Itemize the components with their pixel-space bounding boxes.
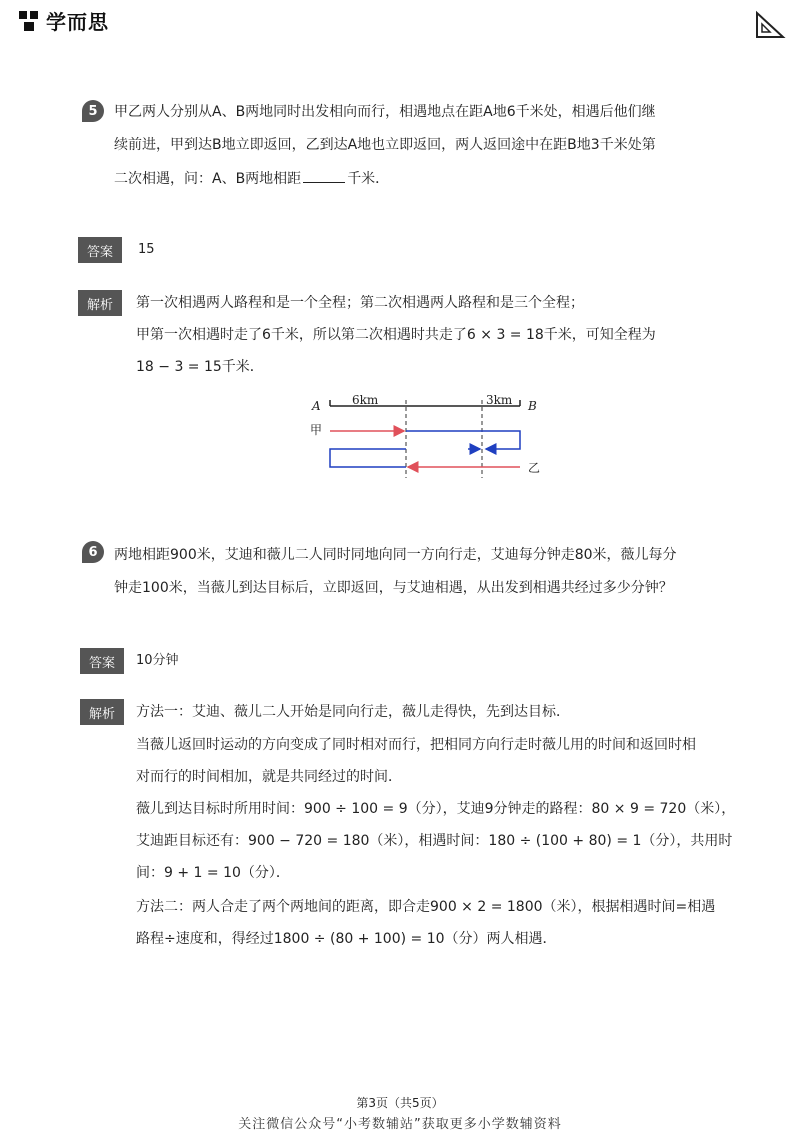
label-jia: 甲: [310, 423, 323, 437]
brand-logo: [18, 6, 109, 35]
triangle-ruler-icon: [754, 10, 786, 40]
q6-analysis-line-1: 方法一：艾迪、薇儿二人开始是同向行走，薇儿走得快，先到达目标．: [136, 704, 570, 720]
brand-mark-icon: [18, 9, 40, 33]
path-loop-left: [330, 449, 406, 467]
q6-analysis-line-4: 薇儿到达目标时所用时间：900 ÷ 100 = 9（分），艾迪9分钟走的路程：80 × 9 = 720（米），: [136, 801, 736, 817]
q5-line-3-suffix: 千米．: [347, 171, 390, 187]
question-number-6: 6: [82, 541, 104, 563]
q5-line-1: 甲乙两人分别从A、B两地同时出发相向而行，相遇地点在距A地6千米处，相遇后他们继: [114, 104, 656, 120]
q6-analysis-line-3: 对而行的时间相加，就是共同经过的时间．: [136, 769, 402, 785]
analysis-tag-q5: 解析: [78, 290, 122, 316]
q5-line-3-prefix: 二次相遇，问：A、B两地相距: [114, 171, 302, 187]
page-number: 第3页（共5页）: [356, 1096, 444, 1110]
answer-blank: [303, 168, 345, 183]
q5-line-2: 续前进，甲到达B地立即返回，乙到达A地也立即返回，两人返回途中在距B地3千米处第: [114, 137, 656, 153]
q6-analysis-line-6: 间：9 + 1 = 10（分）．: [136, 865, 290, 881]
question-number-5: 5: [82, 100, 104, 122]
q5-analysis-line-1: 第一次相遇两人路程和是一个全程；第二次相遇两人路程和是三个全程；: [136, 295, 584, 311]
label-b: B: [528, 399, 537, 413]
meeting-diagram: [300, 390, 560, 490]
label-6km: 6km: [352, 393, 379, 407]
brand-name: 学而思: [46, 10, 109, 34]
footer-note: 关注微信公众号“小考数辅站”获取更多小学数辅资料: [238, 1117, 562, 1132]
q6-line-2: 钟走100米，当薇儿到达目标后，立即返回，与艾迪相遇，从出发到相遇共经过多少分钟？: [114, 580, 673, 596]
label-a: A: [312, 399, 321, 413]
q6-line-1: 两地相距900米，艾迪和薇儿二人同时同地向同一方向行走，艾迪每分钟走80米，薇儿每分: [114, 547, 677, 563]
q5-analysis-line-3: 18 − 3 = 15千米．: [136, 359, 264, 375]
label-3km: 3km: [486, 393, 513, 407]
q6-analysis-line-5: 艾迪距目标还有：900 − 720 = 180（米），相遇时间：180 ÷ (100 + 80) = 1（分），共用时: [136, 833, 733, 849]
q6-answer: 10分钟: [136, 653, 179, 668]
path-loop-blue: [406, 431, 520, 449]
answer-tag-q5: 答案: [78, 237, 122, 263]
answer-tag-q6: 答案: [80, 648, 124, 674]
q5-line-3: [114, 168, 389, 189]
label-yi: 乙: [528, 461, 541, 475]
q5-analysis-line-2: 甲第一次相遇时走了6千米，所以第二次相遇时共走了6 × 3 = 18千米，可知全程为: [136, 327, 656, 343]
analysis-tag-q6: 解析: [80, 699, 124, 725]
q6-analysis-line-2: 当薇儿返回时运动的方向变成了同时相对而行，把相同方向行走时薇儿用的时间和返回时相: [136, 737, 696, 753]
q6-analysis-line-7: 方法二：两人合走了两个两地间的距离，即合走900 × 2 = 1800（米），根据相遇时间=相遇: [136, 899, 716, 915]
q6-analysis-line-8: 路程÷速度和，得经过1800 ÷ (80 + 100) = 10（分）两人相遇．: [136, 931, 557, 947]
q5-answer: 15: [138, 242, 155, 257]
